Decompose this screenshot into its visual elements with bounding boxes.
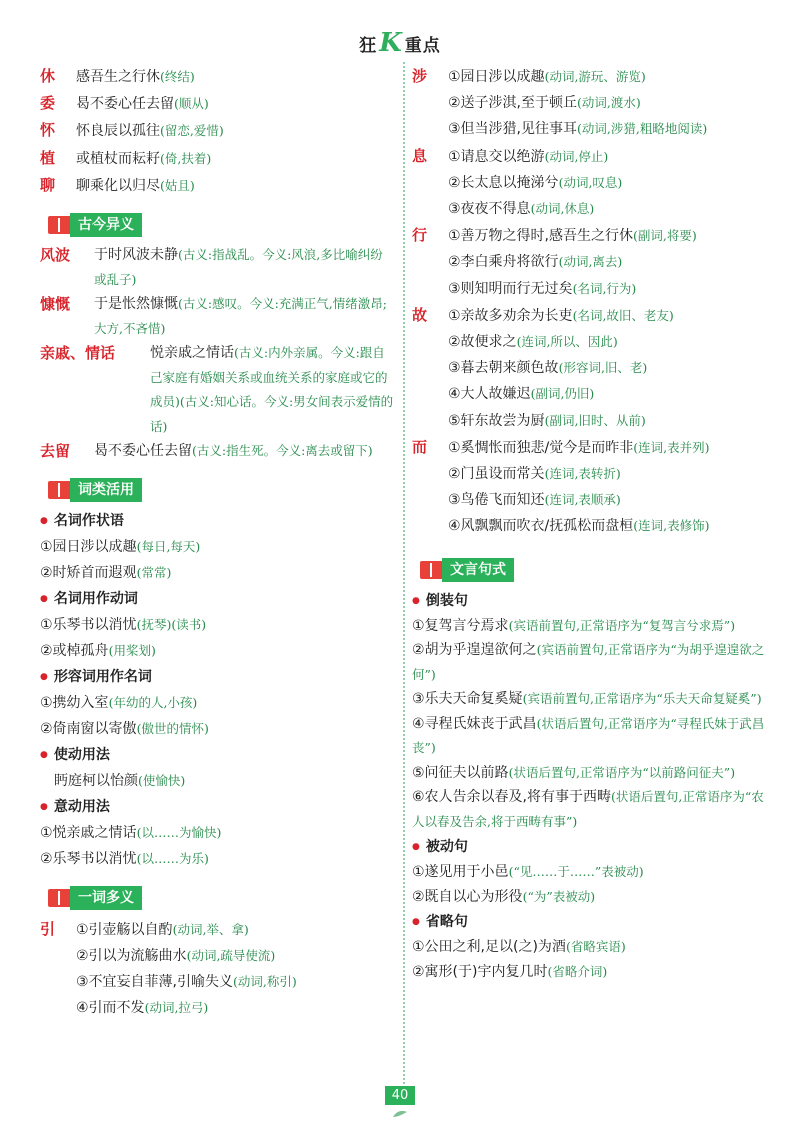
list-item: 息 ①请息交以绝游(动词,停止) [412,146,609,165]
sentence-item: ④寻程氏妹丧于武昌(状语后置句,正常语序为“寻程氏妹于武昌丧”) [412,715,765,756]
list-item: ③但当涉猎,见往事耳(动词,涉猎,粗略地阅读) [448,121,708,138]
list-item: 行 ①善万物之得时,感吾生之行休(副词,将要) [412,226,697,245]
list-item: 委 曷不委心任去留(顺从) [40,94,209,113]
page-header [0,28,800,58]
subsection-title: ● 名词作状语 [40,508,395,534]
list-item: 故 ①亲故多劝余为长吏(名词,故旧、老友) [412,305,674,324]
subsection-title: ● 形容词用作名词 [40,664,395,690]
subsection-title: ● 使动用法 [40,742,395,768]
right-column [412,63,767,984]
sentence-item: ①公田之利,足以(之)为酒(省略宾语) [412,939,626,956]
sentence-item: ③乐夫天命复奚疑(宾语前置句,正常语序为“乐夫天命复疑奚”) [412,691,762,708]
k-logo: K [379,28,403,58]
sentence-item: ①遂见用于小邑(“见……于……”表被动) [412,864,644,881]
list-item: ③不宜妄自菲薄,引喻失义(动词,称引) [76,973,297,990]
list-item: ①园日涉以成趣(每日,每天) [40,538,201,555]
left-column [40,63,395,1021]
sentence-item: ②既自以心为形役(“为”表被动) [412,888,596,905]
list-item: 引 ①引壶觞以自酌(动词,举、拿) [40,919,249,938]
list-item: ④大人故嫌迟(副词,仍旧) [448,386,595,403]
sentence-item: ⑤问征夫以前路(状语后置句,正常语序为“以前路问征夫”) [412,764,736,781]
column-divider [403,62,405,1084]
list-item: ①乐琴书以消忧(抚琴)(读书) [40,616,207,633]
gujin-item: 亲戚、情话 悦亲戚之情话(古义:内外亲属。今义:跟自己家庭有婚姻关系或血统关系的家庭或它的成员)(古义:知心话。今义:男女间表示爱情的话) [40,344,394,434]
list-item: ③鸟倦飞而知还(连词,表顺承) [448,492,621,509]
word-group [412,222,767,302]
section-header-cilei: 词类活用 [48,478,395,502]
leaf-icon [392,1110,408,1118]
subsection-title: ● 意动用法 [40,794,395,820]
list-item: ③夜夜不得息(动词,休息) [448,201,595,218]
word-group [412,302,767,434]
book-icon [48,889,70,907]
section-header-gujin: 古今异义 [48,213,395,237]
list-item: ④风飘飘而吹衣/抚孤松而盘桓(连词,表修饰) [448,518,710,535]
list-item: ②引以为流觞曲水(动词,疏导使流) [76,947,276,964]
gujin-item: 慷慨 于是怅然慷慨(古义:感叹。今义:充满正气,情绪激昂;大方,不吝惜) [40,295,387,336]
sentence-item: ②胡为乎遑遑欲何之(宾语前置句,正常语序为“为胡乎遑遑欲之何”) [412,642,765,682]
list-item: 聊 聊乘化以归尽(姑且) [40,175,195,194]
list-item: ④引而不发(动词,拉弓) [76,1000,209,1017]
list-item: ②送子涉淇,至于顿丘(动词,渡水) [448,95,641,112]
gujin-item: 风波 于时风波未静(古义:指战乱。今义:风浪,多比喻纠纷或乱子) [40,246,383,287]
book-icon [420,561,442,579]
book-icon [48,481,70,499]
word-group [412,434,767,540]
header-left: 狂 [359,36,378,56]
list-item: ②故便求之(连词,所以、因此) [448,334,618,351]
list-item: 而 ①奚惆怅而独悲/觉今是而昨非(连词,表并列) [412,437,710,456]
list-item: ②门虽设而常关(连词,表转折) [448,466,621,483]
book-icon [48,216,70,234]
list-item: 眄庭柯以怡颜(使愉快) [54,772,186,789]
sentence-item: ⑥农人告余以春及,将有事于西畴(状语后置句,正常语序为“农人以春及告余,将于西畴有事”) [412,789,764,829]
list-item: ①携幼入室(年幼的人,小孩) [40,694,198,711]
sentence-item: ②寓形(于)宇内复几时(省略介词) [412,963,608,980]
list-item: ②李白乘舟将欲行(动词,离去) [448,254,623,271]
section-header-yici: 一词多义 [48,886,395,910]
subsection-title: ● 名词用作动词 [40,586,395,612]
shici-list [40,63,395,199]
word-group [412,143,767,223]
list-item: ②乐琴书以消忧(以……为乐) [40,850,209,867]
list-item: ②倚南窗以寄傲(傲世的情怀) [40,720,209,737]
gujin-item: 去留 曷不委心任去留(古义:指生死。今义:离去或留下) [40,442,373,461]
list-item: ②时矫首而遐观(常常) [40,564,172,581]
list-item: 休 感吾生之行休(终结) [40,67,195,85]
list-item: ②或棹孤舟(用桨划) [40,642,156,659]
section-header-juzi: 文言句式 [420,558,767,582]
list-item: 怀 怀良辰以孤往(留恋,爱惜) [40,121,224,140]
subsection-title: ● 省略句 [412,909,767,935]
subsection-title: ● 被动句 [412,834,767,860]
list-item: ③则知明而行无过矣(名词,行为) [448,280,637,297]
list-item: ①悦亲戚之情话(以……为愉快) [40,824,222,841]
header-right: 重点 [404,36,441,56]
subsection-title: ● 倒装句 [412,588,767,614]
list-item: ③暮去朝来颜色故(形容词,旧、老) [448,360,648,377]
list-item: ②长太息以掩涕兮(动词,叹息) [448,174,623,191]
list-item: 涉 ①园日涉以成趣(动词,游玩、游览) [412,67,646,85]
word-group [412,63,767,143]
sentence-item: ①复驾言兮焉求(宾语前置句,正常语序为“复驾言兮求焉”) [412,617,736,634]
page-number: 40 [385,1086,415,1105]
list-item: 植 或植杖而耘耔(倚,扶着) [40,148,212,167]
list-item: ⑤轩东故尝为厨(副词,旧时、从前) [448,412,646,429]
